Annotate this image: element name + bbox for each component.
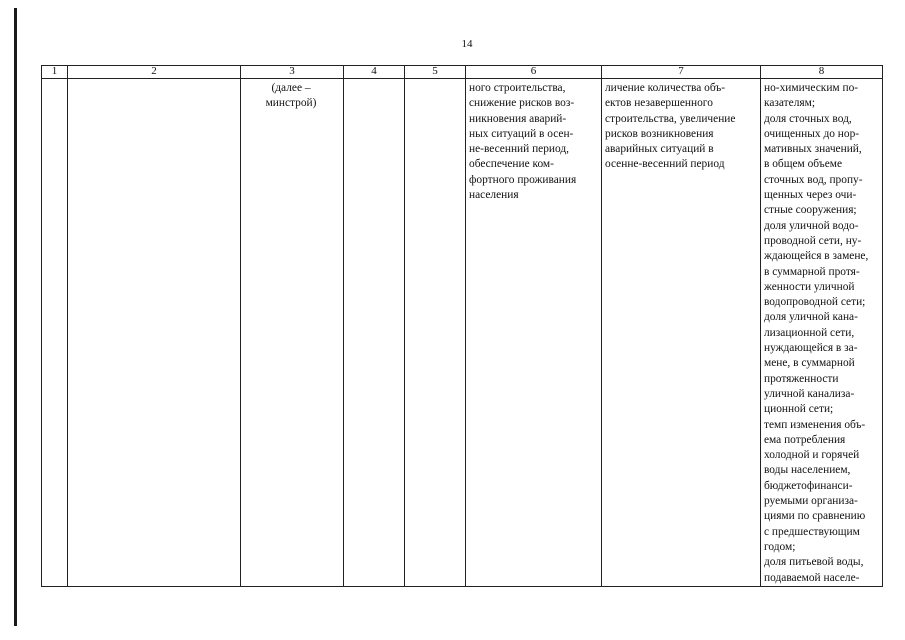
cell-col-3	[241, 79, 344, 587]
cell-col-2	[68, 79, 241, 587]
column-header-2: 2	[68, 66, 241, 79]
column-header-8: 8	[761, 66, 883, 79]
cell-col-4-text	[344, 79, 404, 81]
cell-col-7	[602, 79, 761, 587]
program-table	[41, 65, 883, 587]
column-header-4: 4	[344, 66, 405, 79]
cell-col-6	[466, 79, 602, 587]
expected-results-text: ного строительства, снижение рисков воз- никновения аварий- ных ситуаций в осен- не-весенний период, обеспечение ком- фортного проживания населения	[469, 82, 577, 202]
binding-edge	[14, 8, 17, 626]
cell-col-8	[761, 79, 883, 587]
column-header-7: 7	[602, 66, 761, 79]
responsible-executor-text: (далее – минстрой)	[265, 82, 317, 110]
column-header-1: 1	[42, 66, 68, 79]
cell-col-5-text	[405, 79, 465, 81]
cell-col-5	[405, 79, 466, 587]
header-row	[42, 66, 883, 79]
indicators-text: но-химическим по- казателям; доля сточных вод, очищенных до нор- мативных значений, в общем объеме сточных вод, пропу- щенных через очи- стные сооружения; доля уличной водо- проводной сети, ну- ждающейся в замене, в суммарной протя- женности уличной водопроводной сети; доля уличной кана- лизационной сети, нуждающейся в за- мене, в суммарной протяженности уличной канализа- ционной сети; темп изменения объ- ема потребления холодной и горячей воды населением, бюджетофинанси- руемыми организа- циями по сравнению с предшествующим годом; доля питьевой воды, подаваемой населе-	[764, 82, 869, 584]
cell-col-1	[42, 79, 68, 587]
column-header-5: 5	[405, 66, 466, 79]
consequences-text: личение количества объ- ектов незавершенного строительства, увеличение рисков возникновения аварийных ситуаций в осенне-весенний период	[605, 82, 736, 171]
table-row	[42, 79, 883, 587]
cell-col-1-text	[42, 79, 67, 81]
column-header-3: 3	[241, 66, 344, 79]
page-number: 14	[461, 38, 473, 50]
column-header-6: 6	[466, 66, 602, 79]
cell-col-2-text	[68, 79, 240, 81]
cell-col-4	[344, 79, 405, 587]
